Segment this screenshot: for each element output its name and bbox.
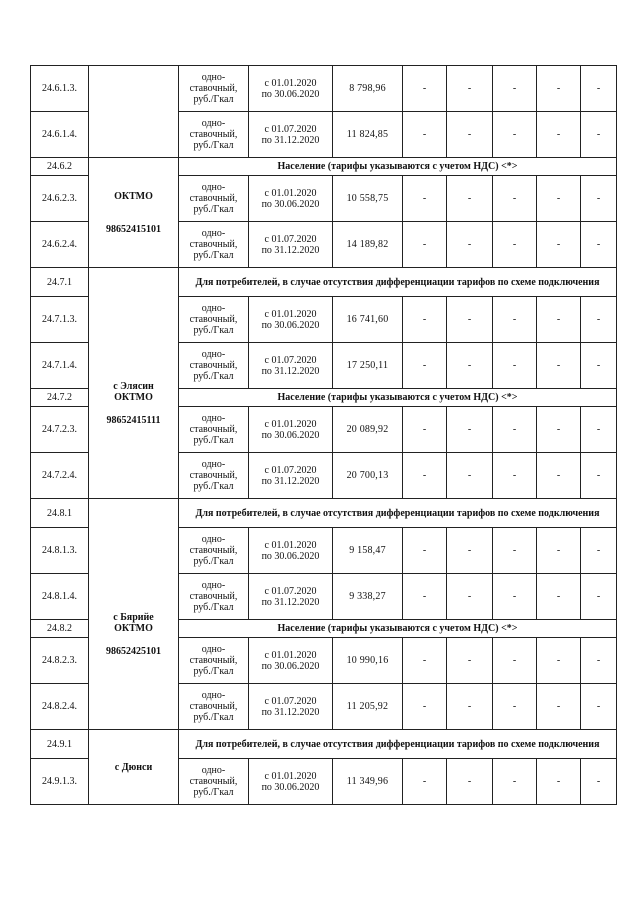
dash-cell: - (403, 407, 447, 453)
rate-type: одно- ставочный, руб./Гкал (179, 343, 249, 389)
row-code: 24.7.1.4. (31, 343, 89, 389)
dash-cell: - (537, 222, 581, 268)
rate-type: одно- ставочный, руб./Гкал (179, 453, 249, 499)
dash-cell: - (447, 297, 493, 343)
tariff-value: 9 158,47 (333, 528, 403, 574)
row-code: 24.9.1.3. (31, 759, 89, 805)
period: с 01.07.2020 по 31.12.2020 (249, 112, 333, 158)
dash-cell: - (537, 297, 581, 343)
period: с 01.01.2020 по 30.06.2020 (249, 66, 333, 112)
dash-cell: - (537, 453, 581, 499)
tariff-value: 8 798,96 (333, 66, 403, 112)
dash-cell: - (447, 112, 493, 158)
dash-cell: - (493, 407, 537, 453)
rate-type: одно- ставочный, руб./Гкал (179, 759, 249, 805)
dash-cell: - (493, 528, 537, 574)
row-code: 24.8.2.3. (31, 638, 89, 684)
dash-cell: - (537, 638, 581, 684)
dash-cell: - (447, 176, 493, 222)
rate-type: одно- ставочный, руб./Гкал (179, 638, 249, 684)
period: с 01.01.2020 по 30.06.2020 (249, 176, 333, 222)
dash-cell: - (447, 684, 493, 730)
dash-cell: - (447, 407, 493, 453)
dash-cell: - (581, 222, 617, 268)
dash-cell: - (493, 759, 537, 805)
tariff-value: 11 349,96 (333, 759, 403, 805)
section-header: Население (тарифы указываются с учетом НДС) <*> (179, 158, 617, 176)
location-cell: ОКТМО 98652415101 (89, 158, 179, 268)
location-cell: с Дюнси (89, 730, 179, 805)
dash-cell: - (447, 222, 493, 268)
dash-cell: - (403, 343, 447, 389)
dash-cell: - (493, 638, 537, 684)
location-cell: с Бярийе ОКТМО 98652425101 (89, 499, 179, 730)
period: с 01.07.2020 по 31.12.2020 (249, 222, 333, 268)
dash-cell: - (581, 638, 617, 684)
dash-cell: - (537, 407, 581, 453)
dash-cell: - (537, 66, 581, 112)
row-code: 24.6.2.3. (31, 176, 89, 222)
dash-cell: - (447, 574, 493, 620)
dash-cell: - (581, 407, 617, 453)
section-header: Население (тарифы указываются с учетом НДС) <*> (179, 620, 617, 638)
dash-cell: - (403, 222, 447, 268)
tariff-value: 20 700,13 (333, 453, 403, 499)
dash-cell: - (581, 574, 617, 620)
row-code: 24.6.2 (31, 158, 89, 176)
section-header-row (31, 730, 617, 759)
row-code: 24.8.1.3. (31, 528, 89, 574)
tariff-table (30, 65, 617, 805)
section-header-row (31, 268, 617, 297)
dash-cell: - (537, 343, 581, 389)
period: с 01.01.2020 по 30.06.2020 (249, 759, 333, 805)
row-code: 24.8.2.4. (31, 684, 89, 730)
dash-cell: - (447, 528, 493, 574)
dash-cell: - (537, 684, 581, 730)
dash-cell: - (447, 343, 493, 389)
dash-cell: - (403, 66, 447, 112)
dash-cell: - (581, 759, 617, 805)
dash-cell: - (493, 574, 537, 620)
period: с 01.07.2020 по 31.12.2020 (249, 343, 333, 389)
rate-type: одно- ставочный, руб./Гкал (179, 684, 249, 730)
rate-type: одно- ставочный, руб./Гкал (179, 222, 249, 268)
dash-cell: - (537, 112, 581, 158)
dash-cell: - (537, 176, 581, 222)
dash-cell: - (403, 453, 447, 499)
tariff-value: 20 089,92 (333, 407, 403, 453)
dash-cell: - (537, 574, 581, 620)
dash-cell: - (403, 112, 447, 158)
dash-cell: - (447, 453, 493, 499)
dash-cell: - (493, 176, 537, 222)
dash-cell: - (537, 759, 581, 805)
dash-cell: - (447, 759, 493, 805)
dash-cell: - (447, 638, 493, 684)
row-code: 24.7.2.4. (31, 453, 89, 499)
dash-cell: - (581, 453, 617, 499)
section-header-row (31, 158, 617, 176)
dash-cell: - (403, 638, 447, 684)
dash-cell: - (581, 297, 617, 343)
row-code: 24.7.2.3. (31, 407, 89, 453)
tariff-value: 17 250,11 (333, 343, 403, 389)
dash-cell: - (581, 343, 617, 389)
row-code: 24.6.2.4. (31, 222, 89, 268)
row-code: 24.7.1.3. (31, 297, 89, 343)
rate-type: одно- ставочный, руб./Гкал (179, 66, 249, 112)
row-code: 24.7.2 (31, 389, 89, 407)
dash-cell: - (403, 528, 447, 574)
table-row (31, 66, 617, 112)
row-code: 24.9.1 (31, 730, 89, 759)
dash-cell: - (493, 222, 537, 268)
dash-cell: - (447, 66, 493, 112)
period: с 01.07.2020 по 31.12.2020 (249, 453, 333, 499)
dash-cell: - (493, 112, 537, 158)
dash-cell: - (493, 343, 537, 389)
dash-cell: - (403, 574, 447, 620)
rate-type: одно- ставочный, руб./Гкал (179, 407, 249, 453)
tariff-value: 11 824,85 (333, 112, 403, 158)
rate-type: одно- ставочный, руб./Гкал (179, 574, 249, 620)
dash-cell: - (403, 759, 447, 805)
section-header: Для потребителей, в случае отсутствия дифференциации тарифов по схеме подключения (179, 268, 617, 297)
location-cell: с Элясин ОКТМО 98652415111 (89, 268, 179, 499)
row-code: 24.6.1.3. (31, 66, 89, 112)
location-cell (89, 66, 179, 158)
tariff-value: 10 558,75 (333, 176, 403, 222)
tariff-value: 9 338,27 (333, 574, 403, 620)
period: с 01.07.2020 по 31.12.2020 (249, 574, 333, 620)
tariff-value: 10 990,16 (333, 638, 403, 684)
dash-cell: - (581, 528, 617, 574)
rate-type: одно- ставочный, руб./Гкал (179, 528, 249, 574)
tariff-value: 11 205,92 (333, 684, 403, 730)
period: с 01.01.2020 по 30.06.2020 (249, 297, 333, 343)
tariff-value: 16 741,60 (333, 297, 403, 343)
section-header-row (31, 499, 617, 528)
dash-cell: - (493, 66, 537, 112)
dash-cell: - (537, 528, 581, 574)
rate-type: одно- ставочный, руб./Гкал (179, 176, 249, 222)
period: с 01.07.2020 по 31.12.2020 (249, 684, 333, 730)
row-code: 24.7.1 (31, 268, 89, 297)
dash-cell: - (493, 684, 537, 730)
row-code: 24.8.1 (31, 499, 89, 528)
tariff-value: 14 189,82 (333, 222, 403, 268)
dash-cell: - (403, 684, 447, 730)
section-header: Для потребителей, в случае отсутствия дифференциации тарифов по схеме подключения (179, 499, 617, 528)
dash-cell: - (403, 297, 447, 343)
rate-type: одно- ставочный, руб./Гкал (179, 297, 249, 343)
dash-cell: - (493, 453, 537, 499)
dash-cell: - (581, 66, 617, 112)
dash-cell: - (581, 684, 617, 730)
period: с 01.01.2020 по 30.06.2020 (249, 528, 333, 574)
dash-cell: - (581, 112, 617, 158)
row-code: 24.6.1.4. (31, 112, 89, 158)
section-header: Для потребителей, в случае отсутствия дифференциации тарифов по схеме подключения (179, 730, 617, 759)
period: с 01.01.2020 по 30.06.2020 (249, 638, 333, 684)
period: с 01.01.2020 по 30.06.2020 (249, 407, 333, 453)
dash-cell: - (493, 297, 537, 343)
dash-cell: - (581, 176, 617, 222)
dash-cell: - (403, 176, 447, 222)
row-code: 24.8.2 (31, 620, 89, 638)
row-code: 24.8.1.4. (31, 574, 89, 620)
section-header: Население (тарифы указываются с учетом НДС) <*> (179, 389, 617, 407)
rate-type: одно- ставочный, руб./Гкал (179, 112, 249, 158)
